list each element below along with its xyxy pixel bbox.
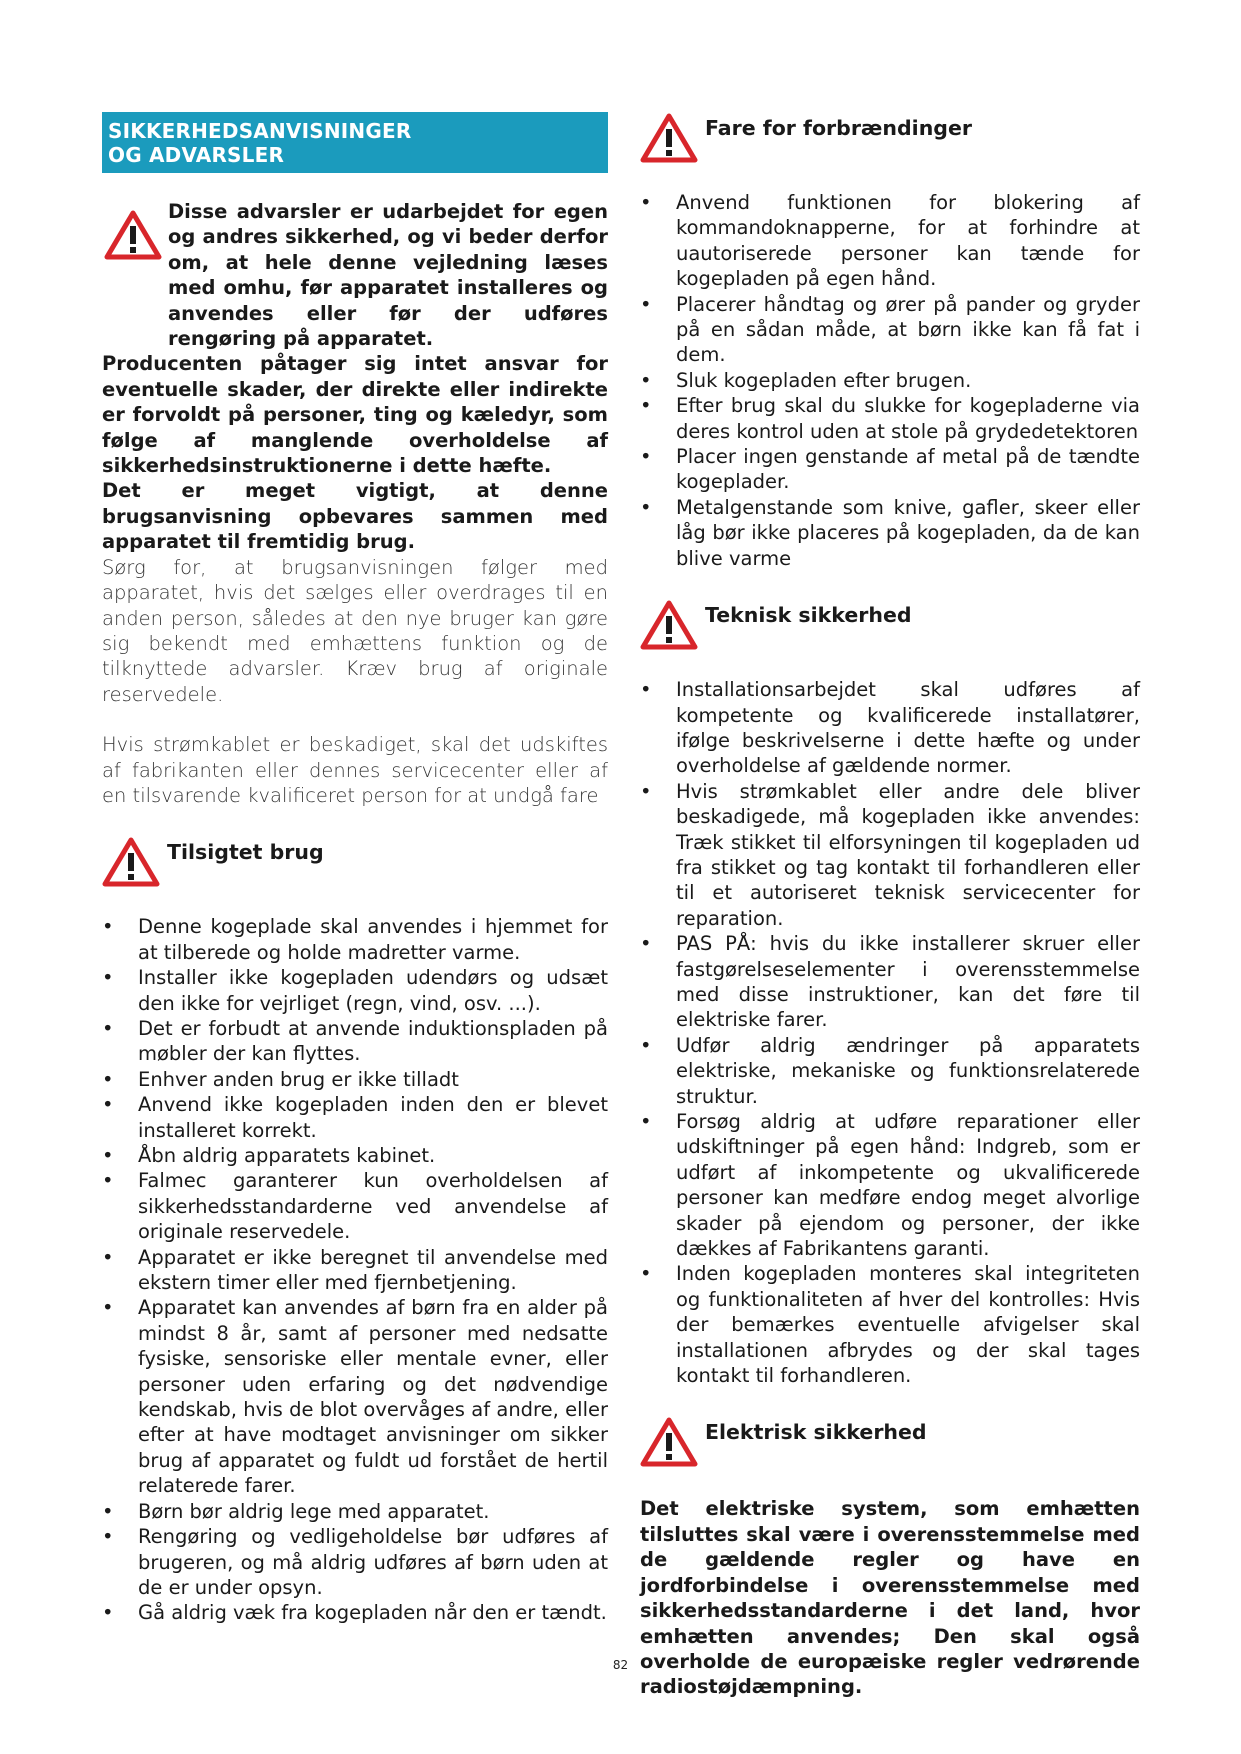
list-item: • Sluk kogepladen efter brugen. [640, 368, 1140, 393]
warning-triangle-icon [104, 209, 162, 267]
list-item: • Placerer håndtag og ører på pander og gryder på en sådan måde, at børn ikke kan få fat i dem. [640, 292, 1140, 368]
technical-safety-heading [640, 599, 1140, 655]
list-item: • Forsøg aldrig at udføre reparationer eller udskiftninger på egen hånd: Indgreb, som er udført af inkompetente og ukvalificerede personer kan medføre endog meget alvorlige skader på ejendom og personer, der ikke dækkes af Fabrikantens garanti. [640, 1109, 1140, 1261]
list-item: • PAS PÅ: hvis du ikke installerer skruer eller fastgørelseselementer i overensstemmelse med disse instruktioner, kan det føre til elektriske farer. [640, 931, 1140, 1033]
list-item: • Anvend funktionen for blokering af kommandoknapperne, for at forhindre at uautoriserede personer kan tænde for kogepladen på egen hånd. [640, 190, 1140, 292]
warning-triangle-icon [640, 112, 698, 168]
list-item: • Gå aldrig væk fra kogepladen når den er tændt. [102, 1600, 608, 1625]
section-title: Tilsigtet brug [167, 840, 324, 865]
section-title: Elektrisk sikkerhed [705, 1420, 927, 1445]
warning-triangle-icon [640, 599, 698, 655]
list-item: • Falmec garanterer kun overholdelsen af sikkerhedsstandarderne ved anvendelse af originale reservedele. [102, 1168, 608, 1244]
list-item: • Anvend ikke kogepladen inden den er blevet installeret korrekt. [102, 1092, 608, 1143]
list-item: • Installationsarbejdet skal udføres af kompetente og kvalificerede installatører, ifølge beskrivelserne i dette hæfte og under overholdelse af gældende normer. [640, 677, 1140, 779]
banner-line-1: SIKKERHEDSANVISNINGER [108, 119, 412, 143]
list-item: • Rengøring og vedligeholdelse bør udføres af brugeren, og må aldrig udføres af børn uden at de er under opsyn. [102, 1524, 608, 1600]
list-item: • Placer ingen genstande af metal på de tændte kogeplader. [640, 444, 1140, 495]
section-title: Teknisk sikkerhed [705, 603, 912, 628]
electrical-safety-heading [640, 1416, 1140, 1472]
list-item: • Efter brug skal du slukke for kogepladerne via deres kontrol uden at stole på grydedetektoren [640, 393, 1140, 444]
left-column [102, 112, 608, 1626]
list-item: • Apparatet er ikke beregnet til anvendelse med ekstern timer eller med fjernbetjening. [102, 1245, 608, 1296]
intended-use-list [102, 914, 608, 1625]
transfer-note: Sørg for, at brugsanvisningen følger med apparatet, hvis det sælges eller overdrages til en anden person, således at den nye bruger kan gøre sig bekendt med emhættens funktion og de tilknyttede advarsler. Kræv brug af originale reservedele. [102, 555, 608, 706]
list-item: • Apparatet kan anvendes af børn fra en alder på mindst 8 år, samt af personer med nedsatte fysiske, sensoriske eller mentale evner, eller personer uden erfaring og det nødvendige kendskab, hvis de blot overvåges af andre, eller efter at have modtaget anvisninger om sikker brug af apparatet og fuldt ud forstået de hertil relaterede farer. [102, 1295, 608, 1498]
electrical-safety-text: Det elektriske system, som emhætten tilsluttes skal være i overensstemmelse med de gældende regler og have en jordforbindelse i overensstemmelse med sikkerhedsstandarderne i det land, hvor emhætten anvendes; Den skal også overholde de europæiske regler vedrørende radiostøjdæmpning. [640, 1497, 1140, 1699]
liability-text: Producenten påtager sig intet ansvar for eventuelle skader, der direkte eller indirekte er forvoldt på personer, ting og kæledyr, som følge af manglende overholdelse af sikkerhedsinstruktionerne i dette hæfte. [102, 352, 608, 478]
intended-use-heading [102, 836, 608, 892]
list-item: • Hvis strømkablet eller andre dele bliver beskadigede, må kogepladen ikke anvendes: Træk stikket til elforsyningen til kogepladen ud fra stikket og tag kontakt til forhandleren eller til et autoriseret teknisk servicecenter for reparation. [640, 779, 1140, 931]
list-item: • Børn bør aldrig lege med apparatet. [102, 1499, 608, 1524]
list-item: • Det er forbudt at anvende induktionspladen på møbler der kan flyttes. [102, 1016, 608, 1067]
warning-triangle-icon [102, 836, 160, 892]
cable-note: Hvis strømkablet er beskadiget, skal det udskiftes af fabrikanten eller dennes servicecenter eller af en tilsvarende kvalificeret person for at undgå fare [102, 733, 608, 807]
list-item: • Åbn aldrig apparatets kabinet. [102, 1143, 608, 1168]
warning-triangle-icon [640, 1416, 698, 1472]
burn-hazard-heading [640, 112, 1140, 168]
list-item: • Metalgenstande som knive, gafler, skeer eller låg bør ikke placeres på kogepladen, da de kan blive varme [640, 495, 1140, 571]
technical-safety-list [640, 677, 1140, 1388]
list-item: • Denne kogeplade skal anvendes i hjemmet for at tilberede og holde madretter varme. [102, 914, 608, 965]
intro-bold-text: Disse advarsler er udarbejdet for egen og andres sikkerhed, og vi beder derfor om, at hele denne vejledning læses med omhu, før apparatet installeres og anvendes eller før der udføres rengøring på apparatet. [168, 200, 608, 351]
section-banner [102, 112, 608, 173]
burn-hazard-list [640, 190, 1140, 571]
list-item: • Udfør aldrig ændringer på apparatets elektriske, mekaniske og funktionsrelaterede struktur. [640, 1033, 1140, 1109]
banner-line-2: OG ADVARSLER [108, 143, 285, 167]
list-item: • Installer ikke kogepladen udendørs og udsæt den ikke for vejrliget (regn, vind, osv. ...). [102, 965, 608, 1016]
page-number: 82 [612, 1658, 629, 1672]
list-item: • Inden kogepladen monteres skal integriteten og funktionaliteten af hver del kontrolles: Hvis der bemærkes eventuelle afvigelser skal installationen afbrydes og der skal tages kontakt til forhandleren. [640, 1261, 1140, 1388]
list-item: • Enhver anden brug er ikke tilladt [102, 1067, 608, 1092]
intro-block [102, 199, 608, 555]
section-title: Fare for forbrændinger [705, 116, 972, 140]
keep-manual-text: Det er meget vigtigt, at denne brugsanvisning opbevares sammen med apparatet til fremtidig brug. [102, 479, 608, 554]
right-column [640, 112, 1140, 1700]
